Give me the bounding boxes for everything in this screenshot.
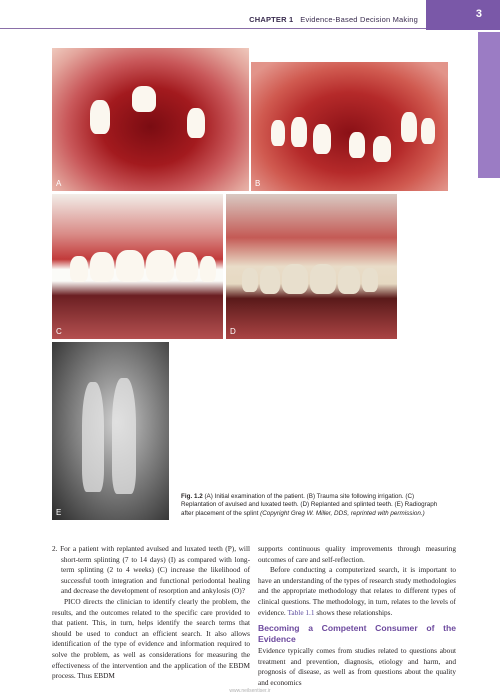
tooth-shape <box>362 268 378 292</box>
figure-panel-e-radiograph <box>52 342 169 520</box>
tooth-shape <box>90 100 110 134</box>
figure-credit: (Copyright Greg W. Miller, DDS, reprinted with permission.) <box>260 509 425 517</box>
figure-panel-c <box>52 194 223 339</box>
body-column-left <box>52 544 250 682</box>
tooth-shape <box>373 136 391 162</box>
chapter-label: CHAPTER 1 <box>249 15 294 24</box>
figure-caption <box>181 493 451 518</box>
footer-watermark-url: www.neilsentiser.ir <box>229 688 271 694</box>
figure-panel-a <box>52 48 249 191</box>
tooth-shape <box>70 256 88 282</box>
tooth-shape <box>271 120 285 146</box>
tooth-shape <box>176 252 198 282</box>
chapter-thumb-tab <box>478 32 500 178</box>
body-paragraph: Evidence typically comes from studies related to questions about treatment and prevention, diagnosis, etiology and harm, and prognosis of disease, as well as from questions about the quality and economics <box>258 646 456 687</box>
tooth-shape <box>291 117 307 147</box>
panel-label-e: E <box>56 508 62 517</box>
tooth-shape <box>282 264 308 294</box>
section-heading: Becoming a Competent Consumer of the Evidence <box>258 623 456 645</box>
figure-caption-text: (A) Initial examination of the patient. (B) Trauma site following irrigation. (C) Replantation of avulsed and luxated teeth. (D) Replanted and splinted teeth. (E) Radiograph after placement of the splint <box>181 493 438 517</box>
paragraph-text: Before conducting a computerized search, it is important to have an understanding of the types of research study methodologies and the appropriate methodology that relates to different types of clinical questions. The methodology, in turn, relates to the levels of evidence. <box>258 565 456 617</box>
figure-panel-d <box>226 194 397 339</box>
chapter-title: Evidence-Based Decision Making <box>300 15 418 24</box>
item-text: For a patient with replanted avulsed and luxated teeth (P), will short-term splinting (7 to 14 days) (I) as compared with long-term splinting (2 to 4 weeks) (C) increase the likelihood of successful tooth integration and functional periodontal healing and decrease the development of resorption and ankylosis (O)? <box>60 544 251 596</box>
tooth-shape <box>146 250 174 282</box>
panel-label-d: D <box>230 327 236 336</box>
running-header <box>249 15 418 24</box>
tooth-shape <box>313 124 331 154</box>
header-rule <box>0 28 426 29</box>
tooth-shape <box>242 268 258 292</box>
paragraph-text: shows these relationships. <box>316 607 393 617</box>
tooth-shape <box>421 118 435 144</box>
tooth-shape <box>90 252 114 282</box>
tooth-root-shape <box>82 382 104 492</box>
tooth-root-shape <box>112 378 136 494</box>
tooth-shape <box>200 256 216 282</box>
tooth-shape <box>401 112 417 142</box>
page-number: 3 <box>475 8 482 20</box>
body-paragraph: PICO directs the clinician to identify clearly the problem, the results, and the outcomes related to the specific care provided to that patient. This, in turn, helps identify the search terms that should be used to conduct an efficient search. It also allows identification of the type of evidence and information required to solve the problem, as well as considerations for measuring the effectiveness of the intervention and the application of the EBDM process. Thus EBDM <box>52 596 250 681</box>
tooth-shape <box>132 86 156 112</box>
table-reference-link[interactable]: Table 1.1 <box>287 607 315 617</box>
panel-label-c: C <box>56 327 62 336</box>
tooth-shape <box>338 266 360 294</box>
numbered-item <box>52 544 250 597</box>
figure-number: Fig. 1.2 <box>181 493 203 500</box>
figure-panel-b <box>251 62 448 191</box>
tooth-shape <box>187 108 205 138</box>
item-number: 2. <box>52 544 58 553</box>
panel-label-a: A <box>56 179 62 188</box>
body-paragraph <box>258 565 456 618</box>
tooth-shape <box>116 250 144 282</box>
body-column-right <box>258 544 456 689</box>
tooth-shape <box>349 132 365 158</box>
body-paragraph: supports continuous quality improvements through measuring outcomes of care and self-reflection. <box>258 544 456 564</box>
tooth-shape <box>260 266 280 294</box>
panel-label-b: B <box>255 179 261 188</box>
tooth-shape <box>310 264 336 294</box>
